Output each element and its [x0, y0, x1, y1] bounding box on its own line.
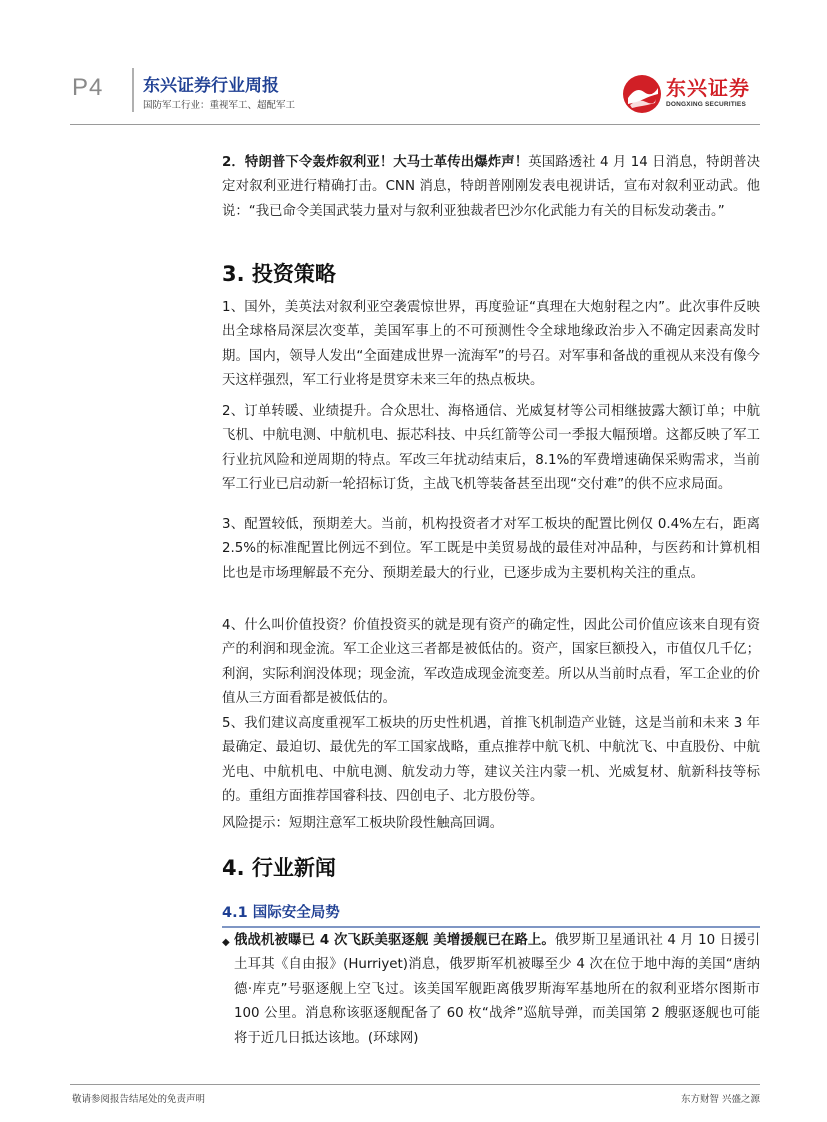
strategy-paragraph-3: 3、配置较低，预期差大。当前，机构投资者才对军工板块的配置比例仅 0.4%左右，距离 2.5%的标准配置比例远不到位。军工既是中美贸易战的最佳对冲品种，与医药和计算机相比也是市场理解最不充分、预期差最大的行业，已逐步成为主要机构关注的重点。 — [222, 517, 760, 581]
section-3-heading: 3. 投资策略 — [222, 262, 336, 286]
report-title: 东兴证券行业周报 — [143, 76, 279, 96]
strategy-paragraph-2: 2、订单转暖、业绩提升。合众思壮、海格通信、光威复材等公司相继披露大额订单；中航飞机、中航电测、中航机电、振芯科技、中兵红箭等公司一季报大幅预增。这都反映了军工行业抗风险和逆周期的特点。军改三年扰动结束后，8.1%的军费增速确保采购需求，当前军工行业已启动新一轮招标订货，主战飞机等装备甚至出现“交付难”的供不应求局面。 — [222, 404, 760, 493]
disclaimer-note: 敬请参阅报告结尾处的免责声明 — [72, 1094, 206, 1105]
news-item-russia-body: 俄罗斯卫星通讯社 4 月 10 日援引土耳其《自由报》(Hurriyet)消息，俄罗斯军机被曝至少 4 次在位于地中海的美国“唐纳德·库克”号驱逐舰上空飞过。该美国军舰距离俄罗斯海军基地所在的叙利亚塔尔图斯市 100 公里。消息称该驱逐舰配备了 60 枚“战斧”巡航导弹，而美国第 2 艘驱逐舰也可能将于近几日抵达该地。(环球网) — [234, 933, 760, 1046]
section-4-1-heading: 4.1 国际安全局势 — [222, 905, 340, 921]
header-divider — [132, 68, 134, 112]
page-number: P4 — [72, 74, 104, 101]
news-item-russia — [234, 929, 760, 1051]
header-rule — [70, 124, 760, 125]
news-item-2-lead: 2．特朗普下令轰炸叙利亚！大马士革传出爆炸声！ — [222, 155, 529, 170]
strategy-paragraph-5: 5、我们建议高度重视军工板块的历史性机遇，首推飞机制造产业链，这是当前和未来 3 年最确定、最迫切、最优先的军工国家战略，重点推荐中航飞机、中航沈飞、中直股份、中航光电、中航机电、中航电测、航发动力等，建议关注内蒙一机、光威复材、航新科技等标的。重组方面推荐国睿科技、四创电子、北方股份等。 — [222, 716, 760, 805]
footer-slogan: 东方财智 兴盛之源 — [680, 1094, 760, 1105]
subheading-rule — [222, 926, 760, 928]
logo-mark-icon — [622, 74, 662, 114]
diamond-bullet-icon: ◆ — [222, 937, 230, 948]
strategy-paragraph-4: 4、什么叫价值投资？价值投资买的就是现有资产的确定性，因此公司价值应该来自现有资产的利润和现金流。军工企业这三者都是被低估的。资产，国家巨额投入，市值仅几千亿；利润，实际利润没体现；现金流，军改造成现金流变差。所以从当前时点看，军工企业的价值从三方面看都是被低估的。 — [222, 618, 760, 707]
company-logo — [622, 72, 762, 116]
report-subtitle: 国防军工行业：重视军工、超配军工 — [143, 100, 296, 111]
risk-warning: 风险提示：短期注意军工板块阶段性触高回调。 — [222, 816, 504, 831]
news-item-2 — [222, 151, 760, 224]
page-header — [0, 0, 827, 128]
logo-cn-text: 东兴证券 — [666, 76, 750, 100]
section-4-heading: 4. 行业新闻 — [222, 856, 336, 880]
footer-rule — [70, 1084, 760, 1085]
news-item-russia-lead: 俄战机被曝已 4 次飞跃美驱逐舰 美增援舰已在路上。 — [234, 933, 555, 948]
strategy-paragraph-1: 1、国外，美英法对叙利亚空袭震惊世界，再度验证“真理在大炮射程之内”。此次事件反映出全球格局深层次变革，美国军事上的不可预测性令全球地缘政治步入不确定因素高发时期。国内，领导人发出“全面建成世界一流海军”的号召。对军事和备战的重视从来没有像今天这样强烈，军工行业将是贯穿未来三年的热点板块。 — [222, 300, 760, 389]
logo-en-text: DONGXING SECURITIES — [666, 101, 747, 108]
news-item-2-body: 英国路透社 4 月 14 日消息，特朗普决定对叙利亚进行精确打击。CNN 消息，特朗普刚刚发表电视讲话，宣布对叙利亚动武。他说：“我已命令美国武装力量对与叙利亚独裁者巴沙尔化武能力有关的目标发动袭击。” — [222, 155, 760, 219]
